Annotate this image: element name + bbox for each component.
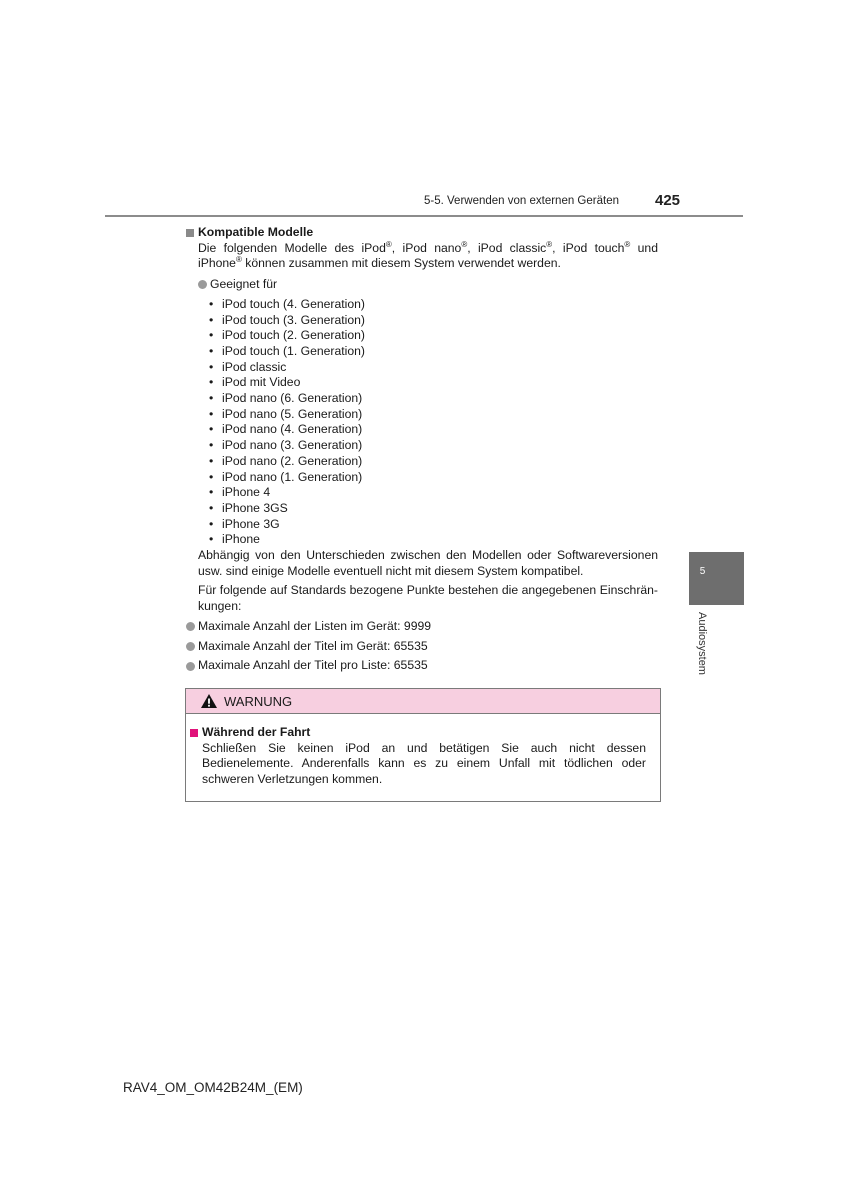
registered-mark: ® bbox=[461, 239, 468, 249]
limit-item bbox=[186, 639, 658, 655]
bullet-icon: • bbox=[209, 500, 214, 515]
model-item bbox=[209, 470, 658, 486]
warning-text: Schließen Sie keinen iPod an und betätigen Sie auch nicht dessen Bedienelemente. Anderenfalls kann es zu einem Unfall mit tödlichen oder schweren Verletzungen kommen. bbox=[202, 740, 646, 787]
model-name: iPhone 3G bbox=[222, 516, 280, 531]
limits-intro: Für folgende auf Standards bezogene Punkte bestehen die angegebenen Einschrän-kungen: bbox=[198, 583, 658, 614]
intro-text-6: können zusammen mit diesem System verwendet werden. bbox=[241, 256, 561, 271]
chapter-label: Audiosystem bbox=[696, 612, 708, 675]
footer-code: RAV4_OM_OM42B24M_(EM) bbox=[123, 1080, 303, 1095]
model-item bbox=[209, 501, 658, 517]
model-name: iPhone bbox=[222, 532, 260, 547]
model-item bbox=[209, 532, 658, 548]
intro-text-2: , iPod nano bbox=[391, 240, 462, 255]
model-item bbox=[209, 454, 658, 470]
intro-paragraph bbox=[186, 241, 658, 272]
model-name: iPod nano (3. Generation) bbox=[222, 438, 363, 453]
intro-text-4: , iPod touch bbox=[552, 240, 625, 255]
compatibility-note: Abhängig von den Unterschieden zwischen den Modellen oder Softwareversionen usw. sind einige Modelle eventuell nicht mit diesem System kompatibel. bbox=[198, 548, 658, 578]
bullet-icon: • bbox=[209, 469, 214, 484]
warning-title: WARNUNG bbox=[224, 693, 293, 709]
circle-bullet-icon bbox=[186, 642, 195, 651]
square-bullet-icon bbox=[186, 229, 194, 237]
section-heading-text: Kompatible Modelle bbox=[198, 225, 314, 239]
bullet-icon: • bbox=[209, 343, 214, 358]
running-header-section: 5-5. Verwenden von externen Geräten bbox=[424, 195, 619, 207]
circle-bullet-icon bbox=[186, 622, 195, 631]
chapter-number: 5 bbox=[699, 566, 706, 577]
bullet-icon: • bbox=[209, 312, 214, 327]
model-list bbox=[186, 297, 658, 548]
model-item bbox=[209, 391, 658, 407]
model-item bbox=[209, 422, 658, 438]
warning-triangle-icon bbox=[200, 693, 218, 709]
bullet-icon: • bbox=[209, 485, 214, 500]
bullet-icon: • bbox=[209, 438, 214, 453]
main-content bbox=[186, 225, 658, 674]
bullet-icon: • bbox=[209, 532, 214, 547]
page-number: 425 bbox=[655, 192, 681, 209]
model-name: iPod classic bbox=[222, 359, 287, 374]
model-name: iPod nano (5. Generation) bbox=[222, 406, 363, 421]
intro-text-3: , iPod classic bbox=[467, 240, 547, 255]
bullet-icon: • bbox=[209, 406, 214, 421]
bullet-icon: • bbox=[209, 296, 214, 311]
section-heading bbox=[186, 225, 658, 241]
model-item bbox=[209, 328, 658, 344]
limit-item bbox=[186, 658, 658, 674]
model-name: iPod mit Video bbox=[222, 375, 301, 390]
warning-box bbox=[185, 688, 661, 802]
warning-subheading bbox=[190, 725, 646, 741]
model-item bbox=[209, 297, 658, 313]
model-name: iPod nano (4. Generation) bbox=[222, 422, 363, 437]
chapter-tab bbox=[689, 552, 744, 605]
bullet-icon: • bbox=[209, 328, 214, 343]
registered-mark: ® bbox=[385, 239, 392, 249]
model-name: iPhone 4 bbox=[222, 485, 271, 500]
circle-bullet-icon bbox=[198, 280, 207, 289]
model-name: iPod nano (6. Generation) bbox=[222, 391, 363, 406]
registered-mark: ® bbox=[546, 239, 553, 249]
header-rule bbox=[105, 215, 743, 217]
bullet-icon: • bbox=[209, 375, 214, 390]
bullet-icon: • bbox=[209, 422, 214, 437]
model-item bbox=[209, 407, 658, 423]
limit-text: Maximale Anzahl der Listen im Gerät: 9999 bbox=[198, 618, 432, 633]
model-name: iPod touch (4. Generation) bbox=[222, 296, 365, 311]
suitable-label: Geeignet für bbox=[210, 277, 278, 292]
model-item bbox=[209, 375, 658, 391]
square-marker-icon bbox=[190, 729, 198, 737]
bullet-icon: • bbox=[209, 516, 214, 531]
warning-subheading-text: Während der Fahrt bbox=[202, 725, 311, 739]
limit-text: Maximale Anzahl der Titel im Gerät: 65535 bbox=[198, 638, 428, 653]
model-item bbox=[209, 313, 658, 329]
limit-text: Maximale Anzahl der Titel pro Liste: 65535 bbox=[198, 658, 428, 673]
model-item bbox=[209, 360, 658, 376]
model-item bbox=[209, 438, 658, 454]
bullet-icon: • bbox=[209, 453, 214, 468]
warning-header bbox=[186, 689, 660, 714]
intro-text-1: Die folgenden Modelle des iPod bbox=[198, 240, 386, 255]
model-name: iPod touch (3. Generation) bbox=[222, 312, 365, 327]
suitable-heading bbox=[186, 277, 658, 293]
intro-text-5: und iPhone bbox=[198, 240, 658, 271]
registered-mark: ® bbox=[235, 255, 242, 265]
model-item bbox=[209, 485, 658, 501]
registered-mark: ® bbox=[624, 239, 631, 249]
limit-item bbox=[186, 619, 658, 635]
bullet-icon: • bbox=[209, 391, 214, 406]
bullet-icon: • bbox=[209, 359, 214, 374]
model-name: iPod touch (1. Generation) bbox=[222, 343, 365, 358]
model-name: iPhone 3GS bbox=[222, 500, 288, 515]
model-item bbox=[209, 344, 658, 360]
circle-bullet-icon bbox=[186, 662, 195, 671]
model-name: iPod nano (2. Generation) bbox=[222, 453, 363, 468]
warning-body bbox=[186, 714, 660, 788]
model-name: iPod touch (2. Generation) bbox=[222, 328, 365, 343]
model-name: iPod nano (1. Generation) bbox=[222, 469, 363, 484]
model-item bbox=[209, 517, 658, 533]
